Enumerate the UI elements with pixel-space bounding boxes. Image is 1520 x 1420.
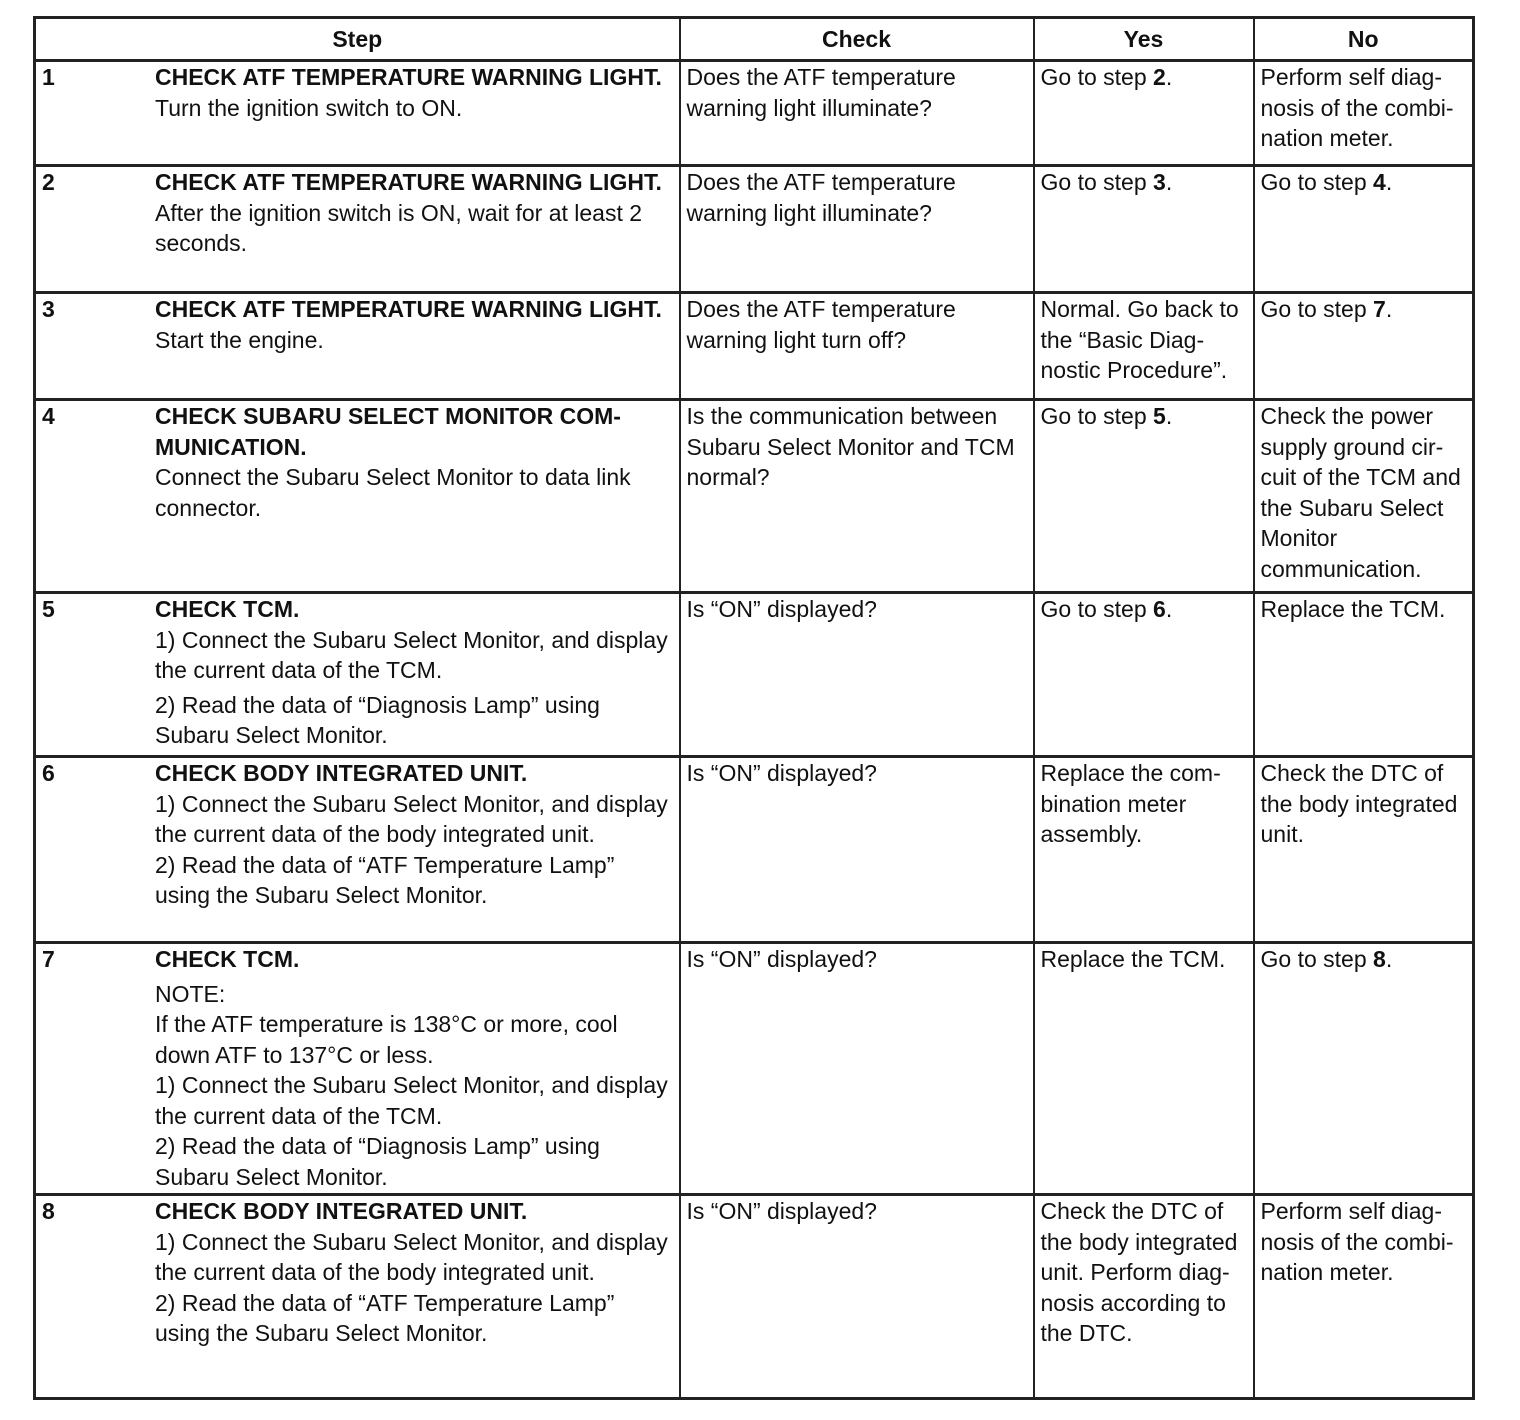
check-cell: Does the ATF temperature warning light illuminate? bbox=[680, 61, 1034, 166]
step-title: CHECK ATF TEMPERATURE WARNING LIGHT. bbox=[155, 169, 662, 195]
no-text: Go to step bbox=[1260, 169, 1374, 195]
header-step: Step bbox=[35, 18, 680, 61]
step-number: 8 bbox=[42, 1198, 55, 1224]
header-yes: Yes bbox=[1034, 18, 1254, 61]
table-row bbox=[35, 61, 1474, 166]
yes-cell bbox=[1034, 943, 1254, 1195]
step-number: 2 bbox=[42, 169, 55, 195]
yes-cell bbox=[1034, 593, 1254, 757]
yes-text: Go to step bbox=[1040, 64, 1154, 90]
check-cell: Is “ON” displayed? bbox=[680, 943, 1034, 1195]
step-title: CHECK ATF TEMPERATURE WARNING LIGHT. bbox=[155, 296, 662, 322]
step-instruction: Start the engine. bbox=[155, 326, 324, 353]
table-row bbox=[35, 757, 1474, 943]
yes-text: Replace the com-bination meter assembly. bbox=[1040, 760, 1221, 847]
table-row bbox=[35, 1195, 1474, 1399]
no-cell bbox=[1254, 61, 1474, 166]
yes-cell bbox=[1034, 166, 1254, 293]
step-cell bbox=[35, 61, 680, 166]
no-text: Replace the TCM. bbox=[1260, 596, 1446, 622]
header-row bbox=[35, 18, 1474, 61]
check-cell: Is “ON” displayed? bbox=[680, 757, 1034, 943]
yes-cell bbox=[1034, 293, 1254, 400]
step-instruction: 1) Connect the Subaru Select Monitor, and display the current data of the TCM. bbox=[155, 1072, 668, 1129]
step-cell bbox=[35, 1195, 680, 1399]
table-row bbox=[35, 593, 1474, 757]
step-content bbox=[155, 944, 673, 1192]
step-number: 7 bbox=[42, 946, 55, 972]
no-text: Go to step bbox=[1260, 296, 1374, 322]
step-title: CHECK BODY INTEGRATED UNIT. bbox=[155, 1198, 528, 1224]
table-row bbox=[35, 166, 1474, 293]
no-text-end: . bbox=[1385, 296, 1393, 322]
step-content bbox=[155, 62, 673, 123]
step-instruction: Turn the ignition switch to ON. bbox=[155, 94, 463, 121]
yes-cell bbox=[1034, 1195, 1254, 1399]
no-text: Go to step bbox=[1260, 946, 1374, 972]
step-instruction: 1) Connect the Subaru Select Monitor, and display the current data of the body integrated unit. bbox=[155, 1228, 668, 1285]
step-cell bbox=[35, 943, 680, 1195]
no-text: Perform self diag-nosis of the combi-nation meter. bbox=[1260, 64, 1454, 151]
check-cell: Is “ON” displayed? bbox=[680, 1195, 1034, 1399]
step-cell bbox=[35, 400, 680, 593]
step-content bbox=[155, 401, 673, 523]
yes-text: Replace the TCM. bbox=[1040, 946, 1226, 972]
yes-text-end: . bbox=[1165, 169, 1173, 195]
yes-step-ref: 3 bbox=[1153, 169, 1166, 195]
no-step-ref: 8 bbox=[1373, 946, 1386, 972]
no-cell bbox=[1254, 293, 1474, 400]
check-cell: Does the ATF temperature warning light illuminate? bbox=[680, 166, 1034, 293]
yes-text: Go to step bbox=[1040, 403, 1154, 429]
step-instruction: NOTE: bbox=[155, 980, 226, 1007]
yes-text: Normal. Go back to the “Basic Diag-nostic Procedure”. bbox=[1040, 296, 1239, 383]
table-row bbox=[35, 400, 1474, 593]
yes-text: Check the DTC of the body integrated unit. Perform diag-nosis according to the DTC. bbox=[1040, 1198, 1238, 1346]
step-instruction: Connect the Subaru Select Monitor to data link connector. bbox=[155, 464, 631, 521]
step-title: CHECK TCM. bbox=[155, 946, 300, 972]
diagnostic-table bbox=[33, 16, 1475, 1400]
no-cell bbox=[1254, 757, 1474, 943]
step-instruction: 1) Connect the Subaru Select Monitor, and display the current data of the body integrated unit. bbox=[155, 790, 668, 847]
step-title: CHECK BODY INTEGRATED UNIT. bbox=[155, 760, 528, 786]
no-step-ref: 4 bbox=[1373, 169, 1386, 195]
check-cell: Is “ON” displayed? bbox=[680, 593, 1034, 757]
no-cell bbox=[1254, 1195, 1474, 1399]
step-number: 6 bbox=[42, 760, 55, 786]
yes-step-ref: 5 bbox=[1153, 403, 1166, 429]
yes-text: Go to step bbox=[1040, 596, 1154, 622]
no-text: Perform self diag-nosis of the combi-nation meter. bbox=[1260, 1198, 1454, 1285]
yes-step-ref: 2 bbox=[1153, 64, 1166, 90]
yes-text-end: . bbox=[1165, 403, 1173, 429]
yes-text-end: . bbox=[1165, 64, 1173, 90]
yes-cell bbox=[1034, 757, 1254, 943]
no-cell bbox=[1254, 166, 1474, 293]
table-row bbox=[35, 943, 1474, 1195]
step-content bbox=[155, 1196, 673, 1349]
check-cell: Is the communication between Subaru Select Monitor and TCM normal? bbox=[680, 400, 1034, 593]
step-instruction: 2) Read the data of “ATF Temperature Lamp” using the Subaru Select Monitor. bbox=[155, 851, 615, 908]
step-number: 5 bbox=[42, 596, 55, 622]
step-instruction: 2) Read the data of “Diagnosis Lamp” using Subaru Select Monitor. bbox=[155, 691, 600, 748]
yes-text-end: . bbox=[1165, 596, 1173, 622]
step-number: 4 bbox=[42, 403, 55, 429]
step-instruction: After the ignition switch is ON, wait for at least 2 seconds. bbox=[155, 199, 643, 256]
no-step-ref: 7 bbox=[1373, 296, 1386, 322]
step-title: CHECK SUBARU SELECT MONITOR COM-MUNICATION. bbox=[155, 403, 621, 460]
step-instruction: 2) Read the data of “Diagnosis Lamp” using Subaru Select Monitor. bbox=[155, 1133, 600, 1190]
step-cell bbox=[35, 593, 680, 757]
step-number: 1 bbox=[42, 64, 55, 90]
step-title: CHECK TCM. bbox=[155, 596, 300, 622]
no-text: Check the power supply ground cir-cuit of the TCM and the Subaru Select Monitor communication. bbox=[1260, 403, 1461, 582]
step-cell bbox=[35, 757, 680, 943]
header-no: No bbox=[1254, 18, 1474, 61]
step-number: 3 bbox=[42, 296, 55, 322]
step-instruction: If the ATF temperature is 138°C or more, cool down ATF to 137°C or less. bbox=[155, 1011, 618, 1068]
step-content bbox=[155, 294, 673, 355]
step-cell bbox=[35, 293, 680, 400]
no-text: Check the DTC of the body integrated unit. bbox=[1260, 760, 1458, 847]
step-title: CHECK ATF TEMPERATURE WARNING LIGHT. bbox=[155, 64, 662, 90]
yes-step-ref: 6 bbox=[1153, 596, 1166, 622]
yes-cell bbox=[1034, 61, 1254, 166]
yes-cell bbox=[1034, 400, 1254, 593]
yes-text: Go to step bbox=[1040, 169, 1154, 195]
step-cell bbox=[35, 166, 680, 293]
step-content bbox=[155, 594, 673, 751]
step-instruction: 2) Read the data of “ATF Temperature Lamp” using the Subaru Select Monitor. bbox=[155, 1289, 615, 1346]
step-instruction: 1) Connect the Subaru Select Monitor, and display the current data of the TCM. bbox=[155, 626, 668, 683]
table-row bbox=[35, 293, 1474, 400]
no-cell bbox=[1254, 943, 1474, 1195]
no-cell bbox=[1254, 400, 1474, 593]
header-check: Check bbox=[680, 18, 1034, 61]
step-content bbox=[155, 167, 673, 259]
check-cell: Does the ATF temperature warning light turn off? bbox=[680, 293, 1034, 400]
no-cell bbox=[1254, 593, 1474, 757]
no-text-end: . bbox=[1385, 169, 1393, 195]
step-content bbox=[155, 758, 673, 911]
no-text-end: . bbox=[1385, 946, 1393, 972]
